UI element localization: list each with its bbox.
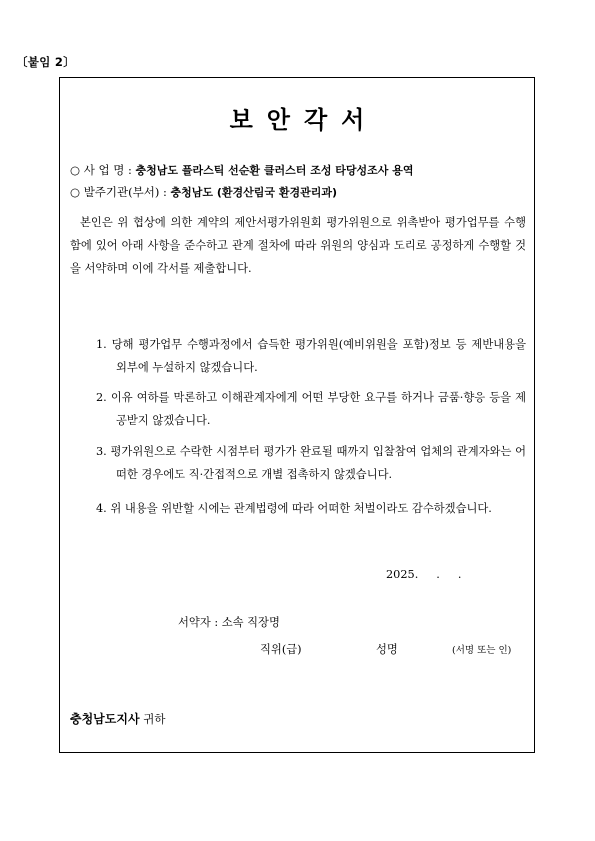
signer-name-label: 성명 (376, 643, 398, 656)
signature-fields (260, 641, 511, 657)
signature-note: (서명 또는 인) (452, 645, 512, 656)
project-label: ○ 사 업 명 : (70, 163, 136, 177)
pledge-document (59, 77, 535, 753)
intro-paragraph: 본인은 위 협상에 의한 계약의 제안서평가위원회 평가위원으로 위촉받아 평가업무를 수행함에 있어 아래 사항을 준수하고 관계 절차에 따라 위원의 양심과 도리로 공정하게 수행할 것을 서약하며 이에 각서를 제출합니다. (70, 216, 526, 275)
pledge-date: 2025. . . (386, 568, 462, 581)
pledge-item-1: 1. 당해 평가업무 수행과정에서 습득한 평가위원(예비위원을 포함)정보 등 제반내용을 외부에 누설하지 않겠습니다. (96, 338, 526, 374)
document-title: 보안각서 (229, 106, 379, 134)
ordering-agency-label: ○ 발주기관(부서) : (70, 185, 171, 199)
ordering-agency-name: 충청남도 (환경산림국 환경관리과) (170, 186, 337, 199)
pledge-item-3: 3. 평가위원으로 수락한 시점부터 평가가 완료될 때까지 입찰참여 업체의 관계자와는 어떠한 경우에도 직·간접적으로 개별 접촉하지 않겠습니다. (96, 445, 526, 481)
pledge-item-4: 4. 위 내용을 위반할 시에는 관계법령에 따라 어떠한 처벌이라도 감수하겠습니다. (96, 502, 492, 515)
project-line (70, 162, 414, 178)
recipient-line (70, 710, 165, 727)
ordering-agency-line (70, 184, 337, 200)
project-name: 충청남도 플라스틱 선순환 클러스터 조성 타당성조사 용역 (135, 164, 414, 177)
signer-position-label: 직위(급) (260, 643, 302, 656)
pledge-item-2: 2. 이유 여하를 막론하고 이해관계자에게 어떤 부당한 요구를 하거나 금품·향응 등을 제공받지 않겠습니다. (96, 391, 526, 427)
recipient-name: 충청남도지사 (70, 712, 140, 726)
attachment-label: 〔붙임 2〕 (16, 55, 76, 69)
recipient-honorific: 귀하 (139, 712, 166, 726)
signer-line: 서약자 : 소속 직장명 (178, 616, 280, 629)
